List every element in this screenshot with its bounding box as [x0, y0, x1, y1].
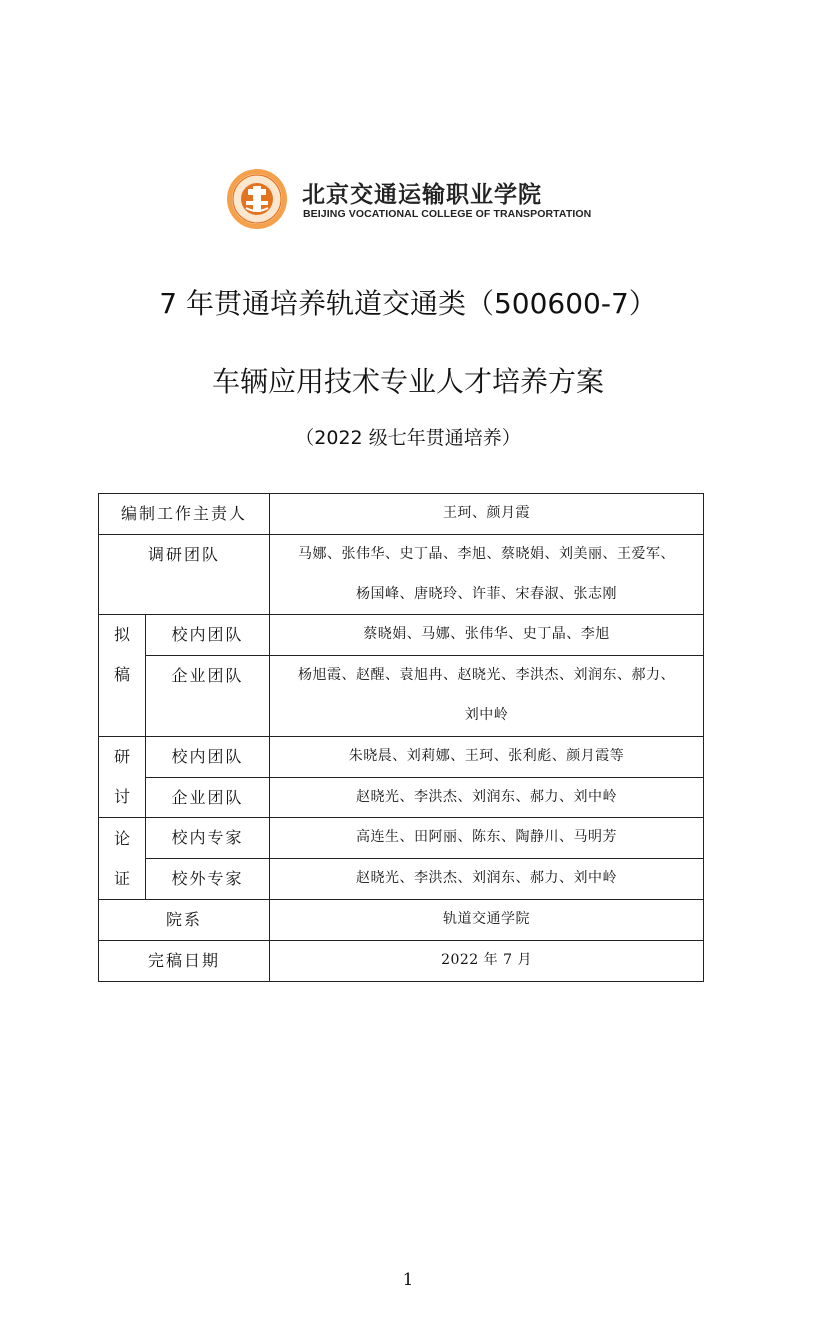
verify-side-label [99, 818, 146, 900]
department-value: 轨道交通学院 [270, 899, 704, 940]
table-row [99, 736, 704, 777]
document-title-line1: 7 年贯通培养轨道交通类（500600-7） [159, 287, 657, 320]
completion-date-value: 2022 年 7 月 [270, 940, 704, 981]
table-row [99, 615, 704, 656]
verify-internal-value: 高连生、田阿丽、陈东、陶静川、马明芳 [270, 818, 704, 859]
table-row [99, 494, 704, 535]
draft-enterprise-value-line: 刘中岭 [464, 706, 509, 723]
table-row [99, 859, 704, 900]
side-char: 证 [113, 868, 130, 888]
research-value-line: 杨国峰、唐晓玲、许菲、宋春淑、张志刚 [356, 585, 618, 602]
side-char: 论 [113, 828, 130, 848]
side-char: 讨 [113, 787, 130, 807]
draft-enterprise-value-line: 杨旭霞、赵醒、袁旭冉、赵晓光、李洪杰、刘润东、郝力、 [298, 667, 676, 684]
table-row [99, 656, 704, 737]
discuss-internal-label: 校内团队 [146, 736, 270, 777]
side-char: 拟 [113, 625, 130, 645]
research-label: 调研团队 [99, 534, 270, 615]
preparation-info-table [98, 493, 704, 982]
table-row [99, 534, 704, 615]
chief-value: 王珂、颜月霞 [270, 494, 704, 535]
department-label: 院系 [99, 899, 270, 940]
draft-internal-label: 校内团队 [146, 615, 270, 656]
institution-logo [226, 168, 592, 232]
table-row [99, 899, 704, 940]
draft-internal-value: 蔡晓娟、马娜、张伟华、史丁晶、李旭 [270, 615, 704, 656]
chief-label: 编制工作主责人 [99, 494, 270, 535]
draft-enterprise-label: 企业团队 [146, 656, 270, 737]
table-row [99, 940, 704, 981]
research-value [270, 534, 704, 615]
side-char: 研 [113, 747, 130, 767]
discuss-enterprise-value: 赵晓光、李洪杰、刘润东、郝力、刘中岭 [270, 777, 704, 818]
discuss-enterprise-label: 企业团队 [146, 777, 270, 818]
discuss-internal-value: 朱晓晨、刘莉娜、王珂、张利彪、颜月霞等 [270, 736, 704, 777]
verify-external-value: 赵晓光、李洪杰、刘润东、郝力、刘中岭 [270, 859, 704, 900]
draft-enterprise-value [270, 656, 704, 737]
discuss-side-label [99, 736, 146, 818]
research-value-line: 马娜、张伟华、史丁晶、李旭、蔡晓娟、刘美丽、王爱军、 [298, 545, 676, 562]
side-char: 稿 [113, 665, 130, 685]
college-seal-icon [226, 168, 288, 230]
table-row [99, 818, 704, 859]
institution-name-en: BEIJING VOCATIONAL COLLEGE OF TRANSPORTATION [303, 208, 592, 220]
document-subtitle: （2022 级七年贯通培养） [295, 427, 521, 449]
institution-name-cn: 北京交通运输职业学院 [302, 182, 542, 208]
verify-external-label: 校外专家 [146, 859, 270, 900]
draft-side-label [99, 615, 146, 736]
verify-internal-label: 校内专家 [146, 818, 270, 859]
table-row [99, 777, 704, 818]
completion-date-label: 完稿日期 [99, 940, 270, 981]
document-title-line2: 车辆应用技术专业人才培养方案 [211, 365, 604, 398]
page-number: 1 [402, 1270, 414, 1290]
